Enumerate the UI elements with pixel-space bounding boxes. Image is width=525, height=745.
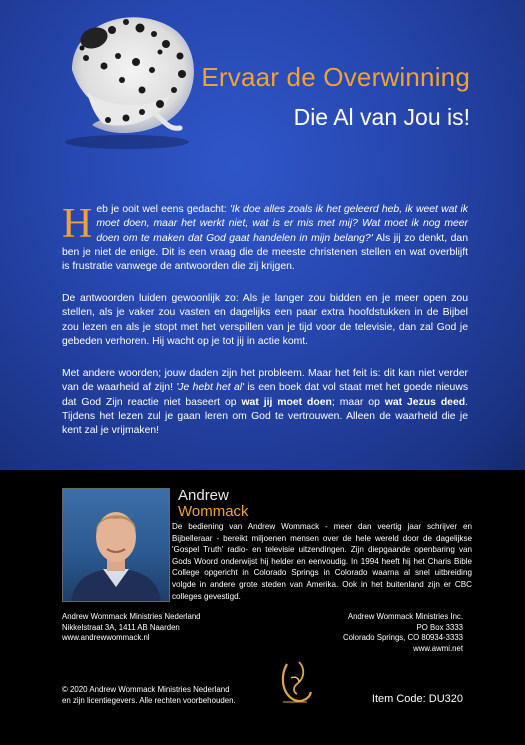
copyright-line: en zijn licentiegevers. Alle rechten voorbehouden. bbox=[62, 696, 236, 705]
address-nl-line: Andrew Wommack Ministries Nederland bbox=[62, 612, 201, 621]
p3-text-d: . Tijdens het lezen zul je gaan leren om God te vertrouwen. Alleen de waarheid die je kent zal je vrijmaken! bbox=[62, 396, 468, 437]
address-us bbox=[343, 612, 463, 654]
address-us-line: Colorado Springs, CO 80934-3333 bbox=[342, 633, 463, 643]
author-last-name: Wommack bbox=[178, 503, 249, 520]
intro-rest: Als jij zo denkt, dan ben je niet de enige. Dit is een vraag die de meeste christenen stellen en wat overblijft is frustratie vanwege de antwoorden die zij krijgen. bbox=[62, 232, 468, 273]
copyright bbox=[62, 684, 236, 706]
intro-paragraph bbox=[62, 203, 468, 274]
author-portrait-icon bbox=[63, 489, 169, 601]
p3-text-b: is een boek dat vol staat met het goede nieuws dat God Zijn reactie niet baseert op bbox=[62, 382, 469, 408]
drop-cap: H bbox=[62, 201, 93, 247]
p3-text-a: Met andere woorden; jouw daden zijn het probleem. Maar het feit is: dit kan niet verder van de waarheid af zijn! bbox=[62, 368, 468, 394]
intro-quote: 'Ik doe alles zoals ik het geleerd heb, ik weet wat ik moet doen, maar het werkt niet, wat is er mis met mij? Wat moet ik nog meer doen om te maken dat God gaat handelen in mijn belang?' bbox=[96, 204, 468, 244]
address-nl-website: www.andrewwommack.nl bbox=[62, 633, 150, 643]
paragraph-3 bbox=[62, 367, 468, 438]
address-us-website: www.awmi.net bbox=[413, 643, 463, 653]
p3-bold-1: wat jij moet doen bbox=[241, 396, 332, 408]
book-title: 'Je hebt het al' bbox=[176, 382, 245, 394]
intro-lead: eb je ooit wel eens gedacht: bbox=[96, 204, 230, 215]
paragraph-2: De antwoorden luiden gewoonlijk zo: Als je langer zou bidden en je meer open zou stellen, als je vaker zou vasten en dagelijks een paar extra hoofdstukken in de Bijbel zou lezen en als je stopt met het verspillen van je tijd voor de televisie, dan zal God je gebeden verhoren. Hij wacht op je tot jij in actie komt. bbox=[62, 293, 468, 347]
author-photo bbox=[62, 488, 170, 602]
item-code: Item Code: DU320 bbox=[371, 693, 463, 705]
publisher-logo-icon bbox=[277, 658, 313, 704]
title-line-1: Ervaar de Overwinning bbox=[201, 62, 470, 92]
address-us-line: PO Box 3333 bbox=[416, 622, 463, 632]
title-line-2: Die Al van Jou is! bbox=[293, 104, 470, 130]
author-first-name: Andrew bbox=[178, 487, 229, 504]
p3-bold-2: wat Jezus deed bbox=[384, 396, 466, 408]
address-nl-line: Nikkelstraat 3A, 1411 AB Naarden bbox=[62, 622, 180, 632]
p3-text-c: ; maar op bbox=[331, 396, 385, 408]
address-us-line: Andrew Wommack Ministries Inc. bbox=[347, 612, 463, 621]
copyright-line: © 2020 Andrew Wommack Ministries Nederland bbox=[62, 685, 230, 694]
address-nl bbox=[62, 612, 201, 644]
author-bio: De bediening van Andrew Wommack - meer dan veertig jaar schrijver en Bijbelleraar - bereikt miljoenen mensen over de hele wereld door de dagelijkse 'Gospel Truth' radio- en televisie uitzendingen. Zijn diepgaande openbaring van Gods Woord onderwijst hij helder en eenvoudig. In 1994 heeft hij het Charis Bible College opgericht in Colorado Springs in Colorado waarna al snel uitbreiding volgde in andere grote steden van Amerika. Ook in het buitenland zijn er CBC colleges gevestigd. bbox=[172, 522, 472, 601]
